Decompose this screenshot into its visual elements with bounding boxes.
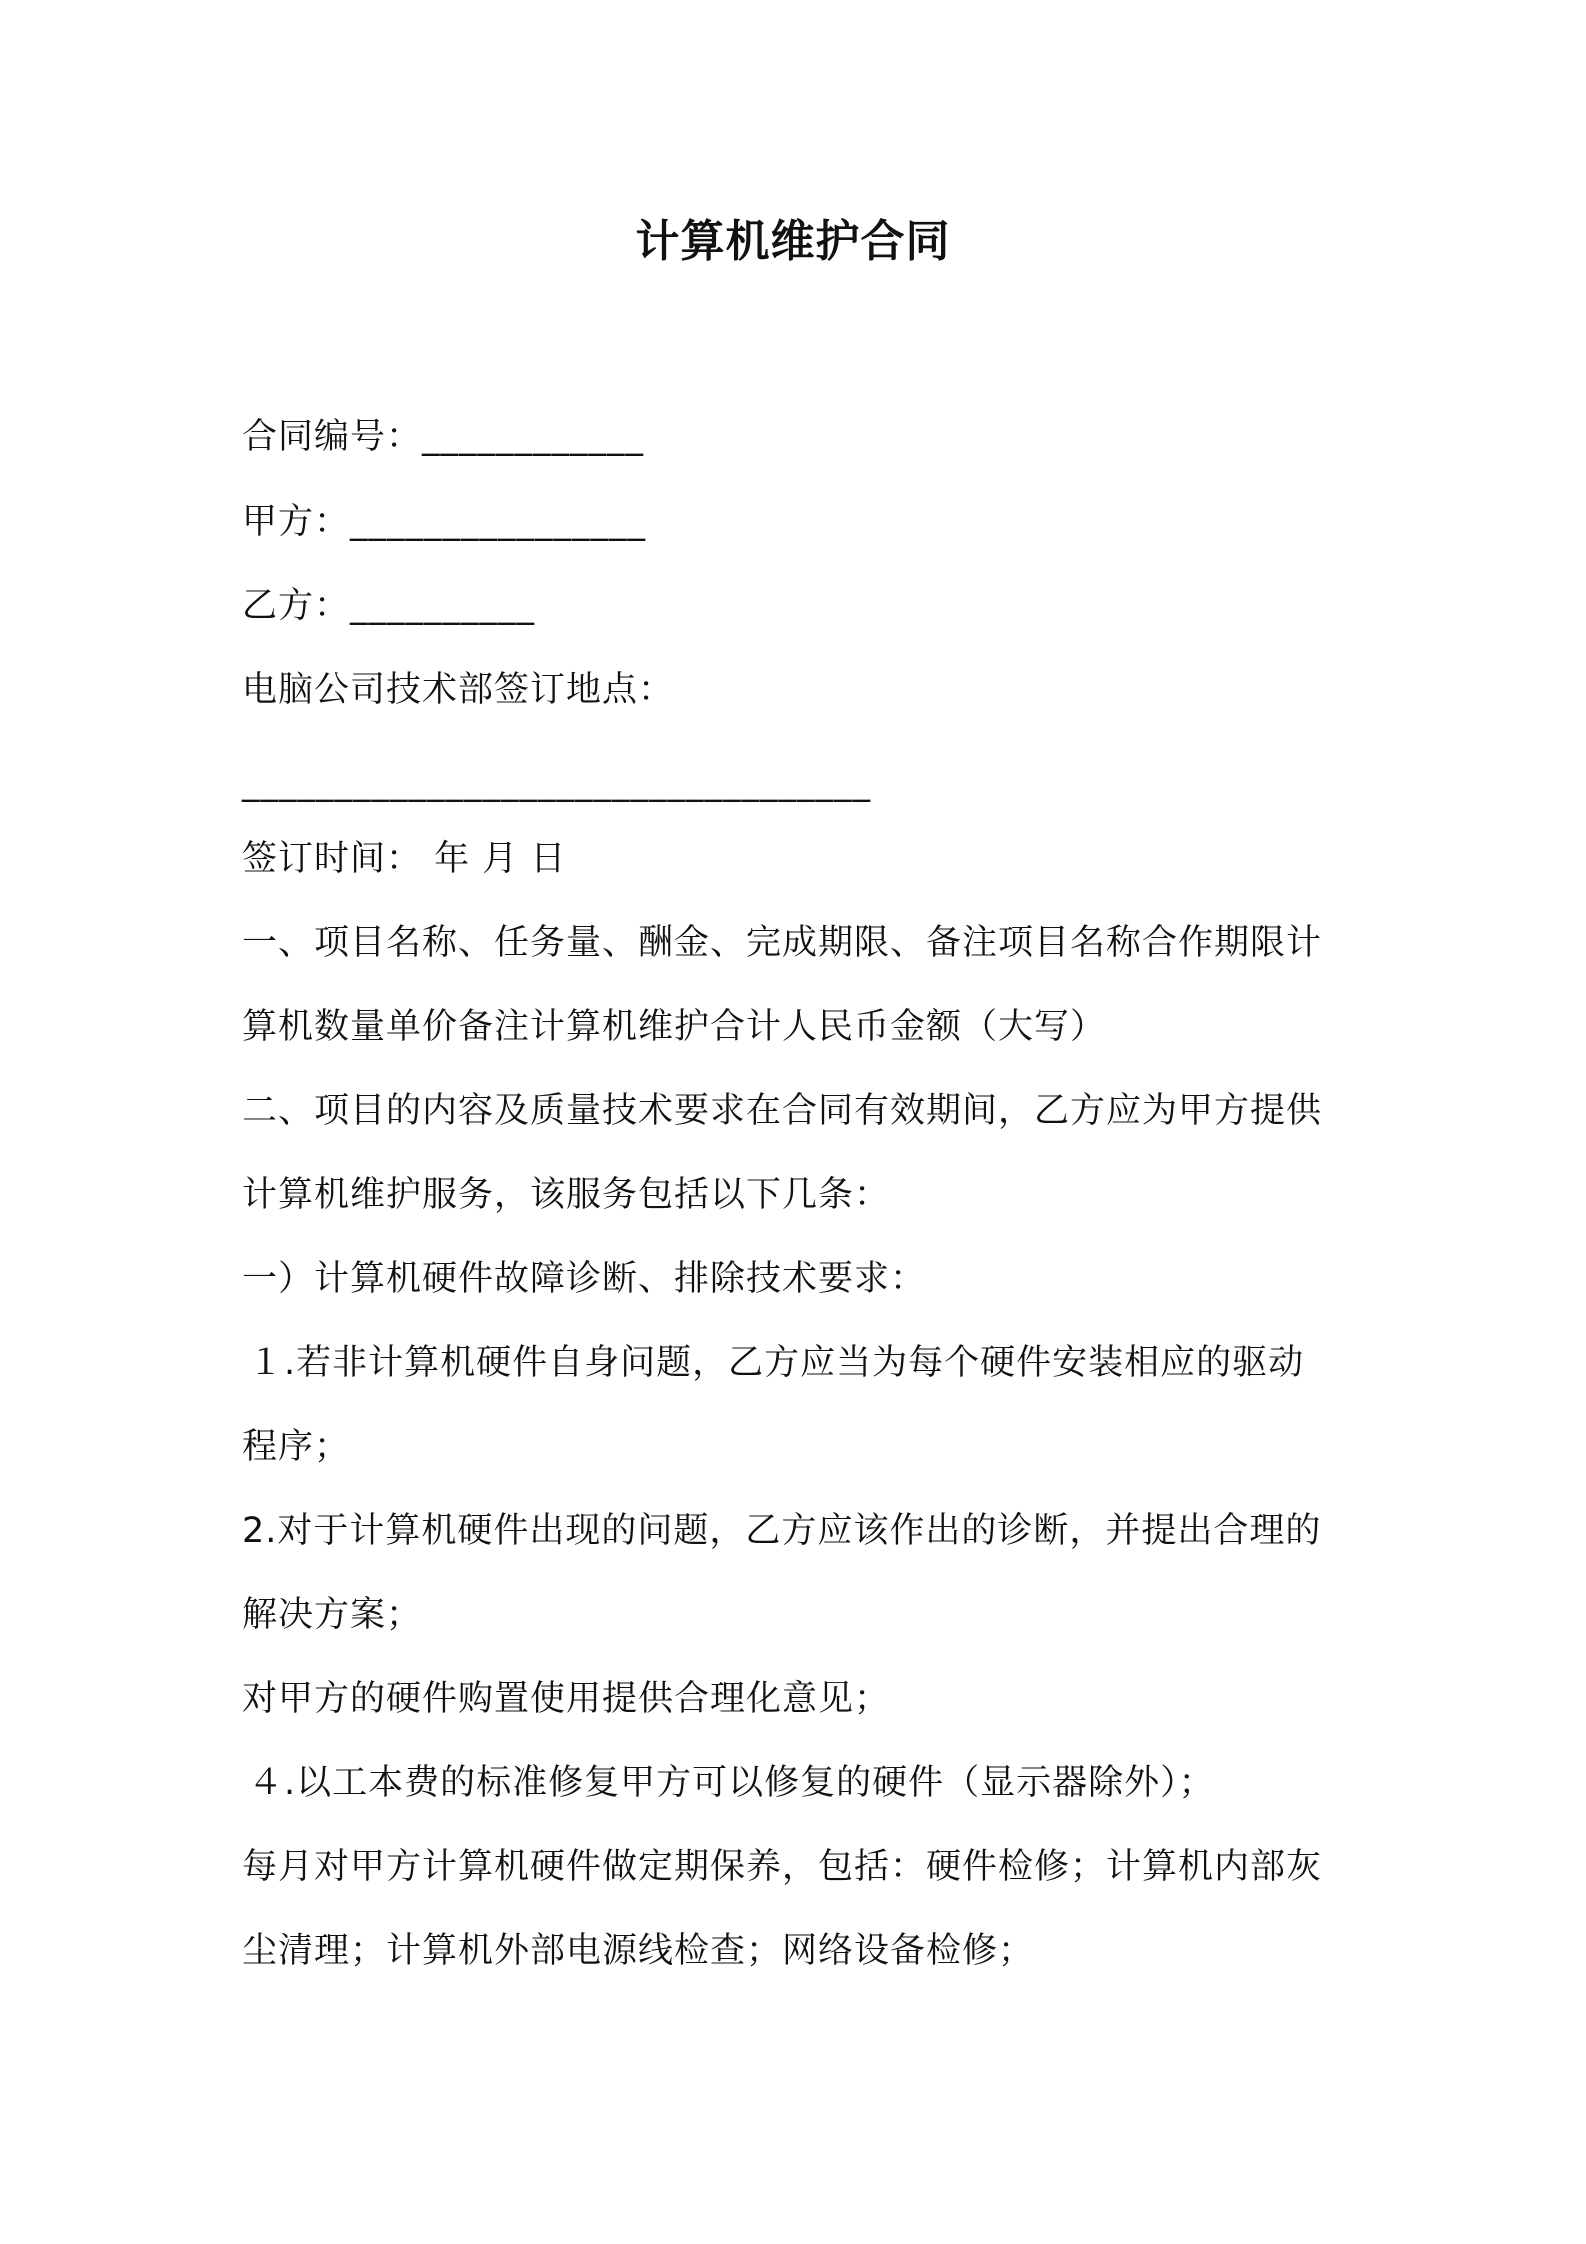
document-title: 计算机维护合同 [635,216,951,267]
item-4-line: ４.以工本费的标准修复甲方可以修复的硬件（显示器除外）； [248,1763,1215,1803]
section-1-line-2: 算机数量单价备注计算机维护合计人民币金额（大写） [242,1007,1107,1047]
section-2-line-1: 二、项目的内容及质量技术要求在合同有效期间，乙方应为甲方提供 [242,1091,1323,1131]
item-2-line-1: 2.对于计算机硬件出现的问题，乙方应该作出的诊断，并提出合理的 [242,1511,1322,1551]
subsection-1-heading: 一）计算机硬件故障诊断、排除技术要求： [242,1259,927,1299]
item-5-line-2: 尘清理；计算机外部电源线检查；网络设备检修； [242,1931,1035,1971]
signing-place-label: 电脑公司技术部签订地点： [242,670,675,710]
item-2-line-2: 解决方案； [242,1595,423,1635]
item-5-line-1: 每月对甲方计算机硬件做定期保养，包括：硬件检修；计算机内部灰 [242,1847,1323,1887]
item-1-line-1: １.若非计算机硬件自身问题，乙方应当为每个硬件安装相应的驱动 [248,1343,1305,1383]
party-a-line: 甲方：________________ [242,502,647,542]
section-1-line-1: 一、项目名称、任务量、酬金、完成期限、备注项目名称合作期限计 [242,923,1323,963]
signing-date-line: 签订时间： 年 月 日 [242,839,567,879]
party-b-line: 乙方：__________ [242,586,536,626]
item-3-line: 对甲方的硬件购置使用提供合理化意见； [242,1679,891,1719]
section-2-line-2: 计算机维护服务，该服务包括以下几条： [242,1175,891,1215]
contract-number-line: 合同编号：____________ [242,417,645,457]
signing-place-blank: __________________________________ [242,763,871,803]
item-1-line-2: 程序； [242,1427,351,1467]
